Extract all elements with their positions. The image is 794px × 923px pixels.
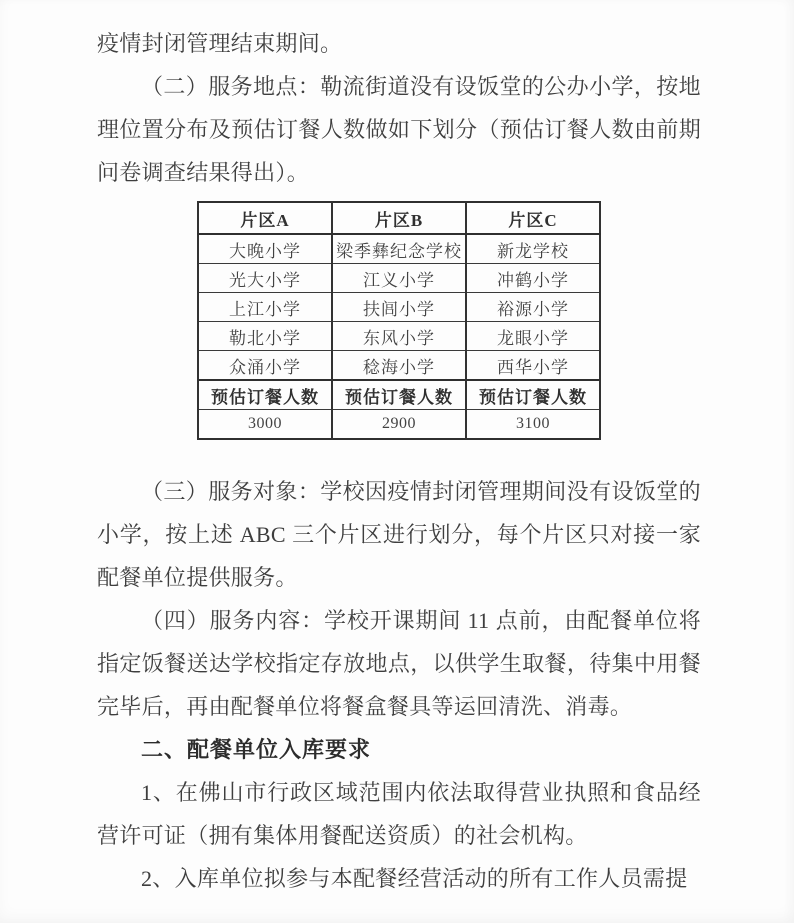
school-cell: 大晚小学 [198, 234, 332, 264]
table-row [198, 234, 600, 264]
estimate-label-cell: 预估订餐人数 [198, 380, 332, 410]
table-header-row [198, 202, 600, 234]
school-cell: 梁季彝纪念学校 [332, 234, 466, 264]
school-cell: 新龙学校 [466, 234, 600, 264]
estimate-value-cell: 3000 [198, 410, 332, 440]
table-row [198, 264, 600, 293]
school-cell: 江义小学 [332, 264, 466, 293]
estimate-label-cell: 预估订餐人数 [466, 380, 600, 410]
school-cell: 冲鹤小学 [466, 264, 600, 293]
paragraph-service-content: （四）服务内容：学校开课期间 11 点前，由配餐单位将指定饭餐送达学校指定存放地点，以供学生取餐，待集中用餐完毕后，再由配餐单位将餐盒餐具等运回清洗、消毒。 [97, 608, 701, 719]
header-cell-district-c: 片区C [466, 202, 600, 234]
school-cell: 龙眼小学 [466, 322, 600, 351]
header-cell-district-a: 片区A [198, 202, 332, 234]
estimate-value-row [198, 410, 600, 440]
school-cell: 西华小学 [466, 351, 600, 381]
school-cell: 稔海小学 [332, 351, 466, 381]
paragraph-intro-continuation: 疫情封闭管理结束期间。 [97, 31, 343, 56]
table-row [198, 293, 600, 322]
table-row [198, 322, 600, 351]
school-cell: 光大小学 [198, 264, 332, 293]
paragraph-requirement-1: 1、在佛山市行政区域范围内依法取得营业执照和食品经营许可证（拥有集体用餐配送资质）的社会机构。 [97, 780, 701, 848]
estimate-label-cell: 预估订餐人数 [332, 380, 466, 410]
section-heading: 二、配餐单位入库要求 [141, 737, 372, 762]
header-cell-district-b: 片区B [332, 202, 466, 234]
school-cell: 勒北小学 [198, 322, 332, 351]
paragraph-requirement-2: 2、入库单位拟参与本配餐经营活动的所有工作人员需提 [141, 866, 688, 891]
paragraph-service-location: （二）服务地点：勒流街道没有设饭堂的公办小学，按地理位置分布及预估订餐人数做如下划分（预估订餐人数由前期问卷调查结果得出）。 [97, 74, 701, 185]
district-table-body [198, 234, 600, 439]
estimate-value-cell: 3100 [466, 410, 600, 440]
table-row [198, 351, 600, 381]
school-cell: 上江小学 [198, 293, 332, 322]
school-cell: 扶闾小学 [332, 293, 466, 322]
district-table-header [198, 202, 600, 234]
school-cell: 众涌小学 [198, 351, 332, 381]
school-cell: 东风小学 [332, 322, 466, 351]
district-table [197, 201, 601, 440]
estimate-value-cell: 2900 [332, 410, 466, 440]
paragraph-service-target: （三）服务对象：学校因疫情封闭管理期间没有设饭堂的小学，按上述 ABC 三个片区进行划分，每个片区只对接一家配餐单位提供服务。 [97, 479, 701, 590]
school-cell: 裕源小学 [466, 293, 600, 322]
estimate-label-row [198, 380, 600, 410]
